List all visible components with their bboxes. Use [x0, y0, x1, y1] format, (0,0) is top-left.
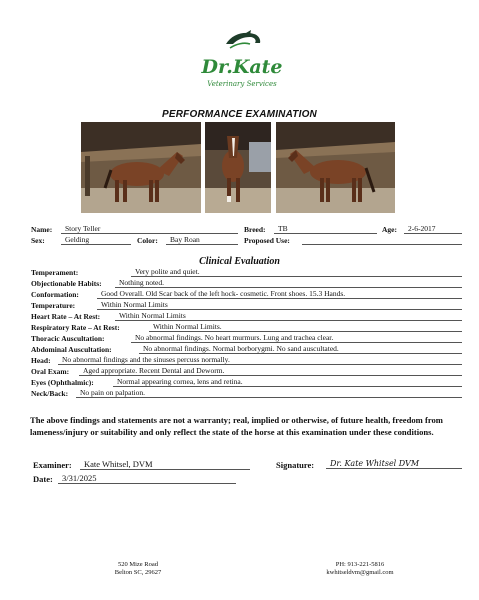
eval-label: Eyes (Ophthalmic): [31, 378, 94, 387]
examiner-label: Examiner: [33, 460, 72, 470]
eval-label: Abdominal Auscultation: [31, 345, 112, 354]
email: kwhitseldvm@gmail.com [326, 569, 394, 576]
eval-value: No abnormal findings. Normal borborygmi. No sand auscultated. [139, 344, 462, 354]
address-line-1: 520 Mize Road [117, 561, 159, 568]
eval-value: Aged appropriate. Recent Dental and Deworm. [79, 366, 462, 376]
eval-label: Temperature: [31, 301, 76, 310]
footer-address [98, 561, 178, 577]
signature: Dr. Kate Whitsel DVM [330, 459, 420, 468]
proposed-use-field [302, 235, 462, 245]
horse-head-icon [224, 30, 264, 58]
eval-value: Within Normal Limits [97, 300, 462, 310]
age-label: Age: [382, 225, 397, 234]
eval-value: Very polite and quiet. [131, 267, 462, 277]
breed-field: TB [274, 224, 377, 234]
eval-label: Respiratory Rate – At Rest: [31, 323, 120, 332]
horse-photo-front [205, 122, 271, 213]
eval-value: Good Overall. Old Scar back of the left hock- cosmetic. Front shoes. 15.3 Hands. [97, 289, 462, 299]
signature-field [326, 459, 462, 469]
horse-photo-side-right [276, 122, 395, 213]
date-label: Date: [33, 474, 53, 484]
document-title: PERFORMANCE EXAMINATION [162, 109, 317, 120]
eval-label: Thoracic Auscultation: [31, 334, 105, 343]
name-field: Story Teller [61, 224, 238, 234]
eval-label: Heart Rate – At Rest: [31, 312, 101, 321]
name-label: Name: [31, 225, 53, 234]
eval-label: Objectionable Habits: [31, 279, 102, 288]
eval-value: Normal appearing cornea, lens and retina. [113, 377, 462, 387]
eval-value: No abnormal findings and the sinuses percuss normally. [58, 355, 462, 365]
phone: PH: 913-221-5816 [335, 561, 385, 568]
eval-label: Head: [31, 356, 51, 365]
eval-label: Neck/Back: [31, 389, 69, 398]
eval-label: Temperament: [31, 268, 79, 277]
clinic-logo [194, 30, 290, 92]
breed-label: Breed: [244, 225, 266, 234]
eval-label: Conformation: [31, 290, 79, 299]
clinical-evaluation-title: Clinical Evaluation [199, 256, 280, 267]
logo-title: Dr.Kate [201, 56, 283, 78]
eval-value: Within Normal Limits [115, 311, 462, 321]
eval-value: No abnormal findings. No heart murmurs. Lung and trachea clear. [131, 333, 462, 343]
examiner-field: Kate Whitsel, DVM [80, 460, 250, 470]
color-field: Bay Roan [166, 235, 238, 245]
eval-label: Oral Exam: [31, 367, 70, 376]
eval-value: Within Normal Limits. [149, 322, 462, 332]
date-field: 3/31/2025 [58, 474, 236, 484]
footer-contact [310, 561, 410, 577]
color-label: Color: [137, 236, 158, 245]
logo-subtitle: Veterinary Services [207, 80, 277, 88]
eval-value: Nothing noted. [115, 278, 462, 288]
eval-value: No pain on palpation. [76, 388, 462, 398]
proposed-use-label: Proposed Use: [244, 236, 290, 245]
signature-label: Signature: [276, 460, 315, 470]
sex-label: Sex: [31, 236, 45, 245]
address-line-2: Belton SC, 29627 [114, 569, 162, 576]
disclaimer: The above findings and statements are not a warranty; real, implied or otherwise, of future health, freedom from lameness/injury or suitability and only reflect the state of the horse at this examination under these conditions. [30, 415, 443, 437]
horse-photo-side-left [81, 122, 201, 213]
age-field: 2-6-2017 [404, 224, 462, 234]
sex-field: Gelding [61, 235, 131, 245]
